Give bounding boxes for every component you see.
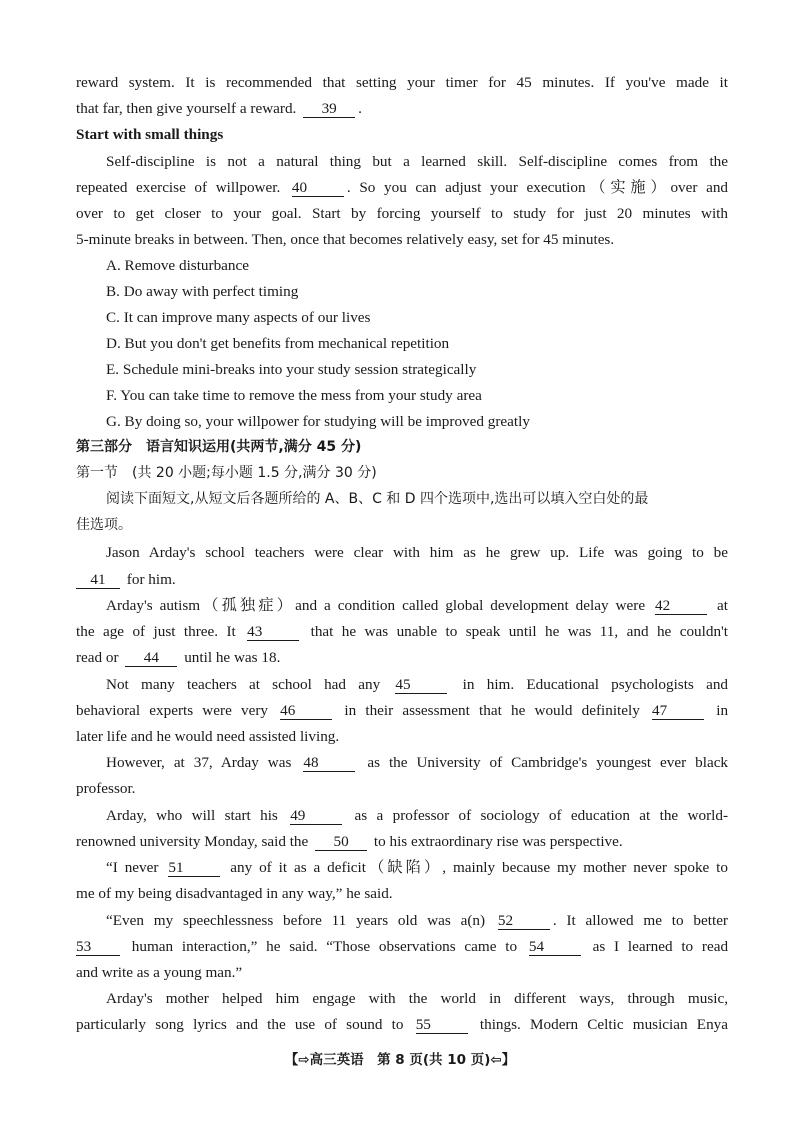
text-line: [76, 1015, 728, 1035]
text-span: behavioral experts were very: [76, 702, 268, 719]
text-span: at: [717, 597, 728, 614]
option-e: E. Schedule mini-breaks into your study session strategically: [106, 361, 477, 378]
blank-52[interactable]: 52: [498, 912, 550, 930]
text-line: [106, 753, 728, 773]
text-span: as a professor of sociology of education at the world-: [354, 807, 729, 824]
blank-45[interactable]: 45: [395, 676, 447, 694]
text-line: professor.: [76, 780, 136, 797]
option-b: B. Do away with perfect timing: [106, 283, 299, 300]
text-span: as I learned to read: [592, 938, 729, 955]
blank-54[interactable]: 54: [529, 938, 581, 956]
text-span: that he was unable to speak until he was 11, and he couldn't: [310, 623, 728, 640]
text-span: Arday, who will start his: [106, 807, 278, 824]
text-span: things. Modern Celtic musician Enya: [479, 1016, 728, 1033]
option-c: C. It can improve many aspects of our lives: [106, 309, 371, 326]
text-span: for him.: [126, 571, 176, 588]
sub-title: 第一节 (共 20 小题;每小题 1.5 分,满分 30 分): [76, 465, 377, 481]
text-span: in: [716, 702, 729, 719]
text-span: . So you can adjust your execution（实施）over and: [346, 179, 729, 196]
option-d: D. But you don't get benefits from mechanical repetition: [106, 335, 450, 352]
text-span: .: [358, 100, 362, 117]
blank-39[interactable]: 39: [303, 100, 355, 118]
text-span: renowned university Monday, said the: [76, 833, 309, 850]
text-span: read or: [76, 649, 119, 666]
text-line: [106, 911, 728, 931]
text-line: [76, 832, 728, 852]
text-line: over to get closer to your goal. Start by forcing yourself to study for just 20 minutes with: [76, 205, 728, 222]
blank-46[interactable]: 46: [280, 702, 332, 720]
text-span: in him. Educational psychologists and: [462, 676, 729, 693]
blank-51[interactable]: 51: [168, 859, 220, 877]
text-span: However, at 37, Arday was: [106, 754, 292, 771]
text-line: 5-minute breaks in between. Then, once that becomes relatively easy, set for 45 minutes.: [76, 231, 615, 248]
blank-43[interactable]: 43: [247, 623, 299, 641]
text-line: [76, 570, 728, 590]
text-line: [106, 596, 728, 616]
text-line: [76, 99, 728, 119]
text-line: [76, 648, 728, 668]
text-span: particularly song lyrics and the use of sound to: [76, 1016, 404, 1033]
text-span: Not many teachers at school had any: [106, 676, 381, 693]
text-line: Arday's mother helped him engage with the world in different ways, through music,: [106, 990, 728, 1007]
instruction-line: 阅读下面短文,从短文后各题所给的 A、B、C 和 D 四个选项中,选出可以填入空白处的最: [106, 491, 649, 507]
text-span: “Even my speechlessness before 11 years old was a(n): [106, 912, 486, 929]
text-span: . It allowed me to better: [552, 912, 728, 929]
text-line: and write as a young man.”: [76, 964, 243, 981]
text-span: in their assessment that he would definitely: [344, 702, 640, 719]
text-line: later life and he would need assisted living.: [76, 728, 340, 745]
text-line: me of my being disadvantaged in any way,” he said.: [76, 885, 393, 902]
text-line: Self-discipline is not a natural thing but a learned skill. Self-discipline comes from the: [106, 153, 728, 170]
text-line: [76, 701, 728, 721]
page-footer: 【⇨高三英语 第 8 页(共 10 页)⇦】: [284, 1052, 516, 1068]
option-g: G. By doing so, your willpower for studying will be improved greatly: [106, 413, 530, 430]
text-span: human interaction,” he said. “Those observations came to: [131, 938, 518, 955]
text-line: [106, 858, 728, 878]
text-line: reward system. It is recommended that setting your timer for 45 minutes. If you've made it: [76, 74, 728, 91]
text-span: repeated exercise of willpower.: [76, 179, 281, 196]
instruction-line: 佳选项。: [76, 517, 132, 533]
section-heading: Start with small things: [76, 126, 224, 143]
text-line: Jason Arday's school teachers were clear with him as he grew up. Life was going to be: [106, 544, 728, 561]
text-span: that far, then give yourself a reward.: [76, 100, 297, 117]
blank-55[interactable]: 55: [416, 1016, 468, 1034]
text-span: “I never: [106, 859, 159, 876]
option-f: F. You can take time to remove the mess from your study area: [106, 387, 482, 404]
text-span: until he was 18.: [184, 649, 281, 666]
text-line: [76, 178, 728, 198]
blank-47[interactable]: 47: [652, 702, 704, 720]
text-line: [76, 622, 728, 642]
text-span: any of it as a deficit（缺陷）, mainly because my mother never spoke to: [230, 859, 728, 876]
text-line: [106, 806, 728, 826]
blank-53[interactable]: 53: [76, 938, 120, 956]
blank-50[interactable]: 50: [315, 833, 367, 851]
text-span: Arday's autism（孤独症）and a condition called global development delay were: [106, 597, 646, 614]
text-line: [106, 675, 728, 695]
text-span: as the University of Cambridge's youngest ever black: [367, 754, 729, 771]
text-line: [76, 937, 728, 957]
option-a: A. Remove disturbance: [106, 257, 249, 274]
blank-48[interactable]: 48: [303, 754, 355, 772]
blank-44[interactable]: 44: [125, 649, 177, 667]
text-span: the age of just three. It: [76, 623, 236, 640]
blank-42[interactable]: 42: [655, 597, 707, 615]
blank-49[interactable]: 49: [290, 807, 342, 825]
blank-41[interactable]: 41: [76, 571, 120, 589]
part-title: 第三部分 语言知识运用(共两节,满分 45 分): [76, 439, 362, 455]
text-span: to his extraordinary rise was perspective.: [373, 833, 623, 850]
blank-40[interactable]: 40: [292, 179, 344, 197]
